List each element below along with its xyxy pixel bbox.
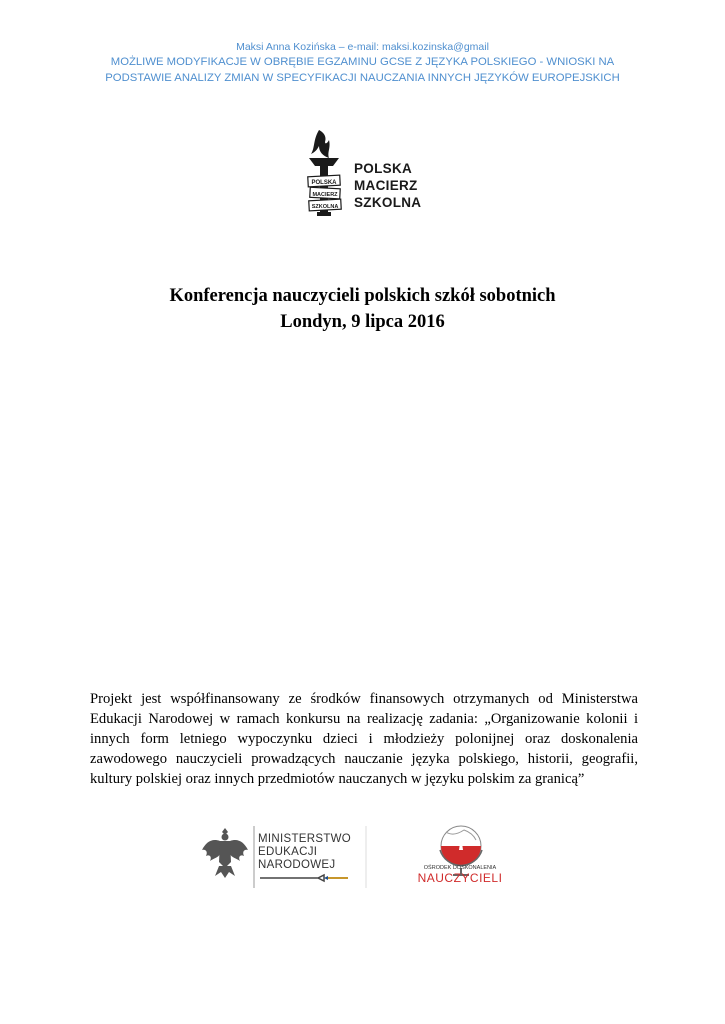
- eagle-icon: [202, 828, 248, 878]
- men-wordmark-line-2: EDUKACJI: [258, 846, 318, 858]
- pms-wordmark: [354, 160, 421, 211]
- men-wordmark-line-1: MINISTERSTWO: [258, 833, 352, 845]
- author-line: Maksi Anna Kozińska – e-mail: maksi.kozinska@gmail: [236, 41, 489, 53]
- topic-line-2: PODSTAWIE ANALIZY ZMIAN W SPECYFIKACJI NAUCZANIA INNYCH JĘZYKÓW EUROPEJSKICH: [105, 72, 620, 84]
- ribbon-text-1: POLSKA: [311, 180, 337, 186]
- pms-wordmark-line-3: SZKOLNA: [354, 195, 422, 210]
- odn-title: NAUCZYCIELI: [417, 871, 503, 885]
- conference-title: [0, 283, 725, 335]
- conference-title-line-1: Konferencja nauczycieli polskich szkół sobotnich: [169, 286, 556, 306]
- pms-wordmark-line-2: MACIERZ: [354, 178, 418, 193]
- funding-statement: Projekt jest współfinansowany ze środków finansowych otrzymanych od Ministerstwa Edukacji Narodowej w ramach konkursu na realizację zadania: „Organizowanie kolonii i innych form letniego wypoczynku dzieci i młodzieży polonijnej oraz doskonalenia zawodowego nauczycieli prowadzących nauczanie języka polskiego, historii, geografii, kultury polskiej oraz innych przedmiotów nauczanych w języku polskim za granicą”: [90, 691, 638, 787]
- topic-line-1: MOŻLIWE MODYFIKACJE W OBRĘBIE EGZAMINU GCSE Z JĘZYKA POLSKIEGO - WNIOSKI NA: [110, 56, 615, 68]
- ribbon-text-2: MACIERZ: [312, 192, 338, 198]
- conference-title-line-2: Londyn, 9 lipca 2016: [280, 312, 445, 332]
- pms-wordmark-line-1: POLSKA: [354, 161, 413, 176]
- ribbon-text-3: SZKOLNA: [311, 204, 339, 210]
- odn-subtitle: OŚRODEK DOSKONALENIA: [423, 865, 497, 871]
- page-header: [0, 40, 725, 86]
- men-wordmark-line-3: NARODOWEJ: [258, 859, 336, 871]
- men-wordmark: [258, 833, 351, 872]
